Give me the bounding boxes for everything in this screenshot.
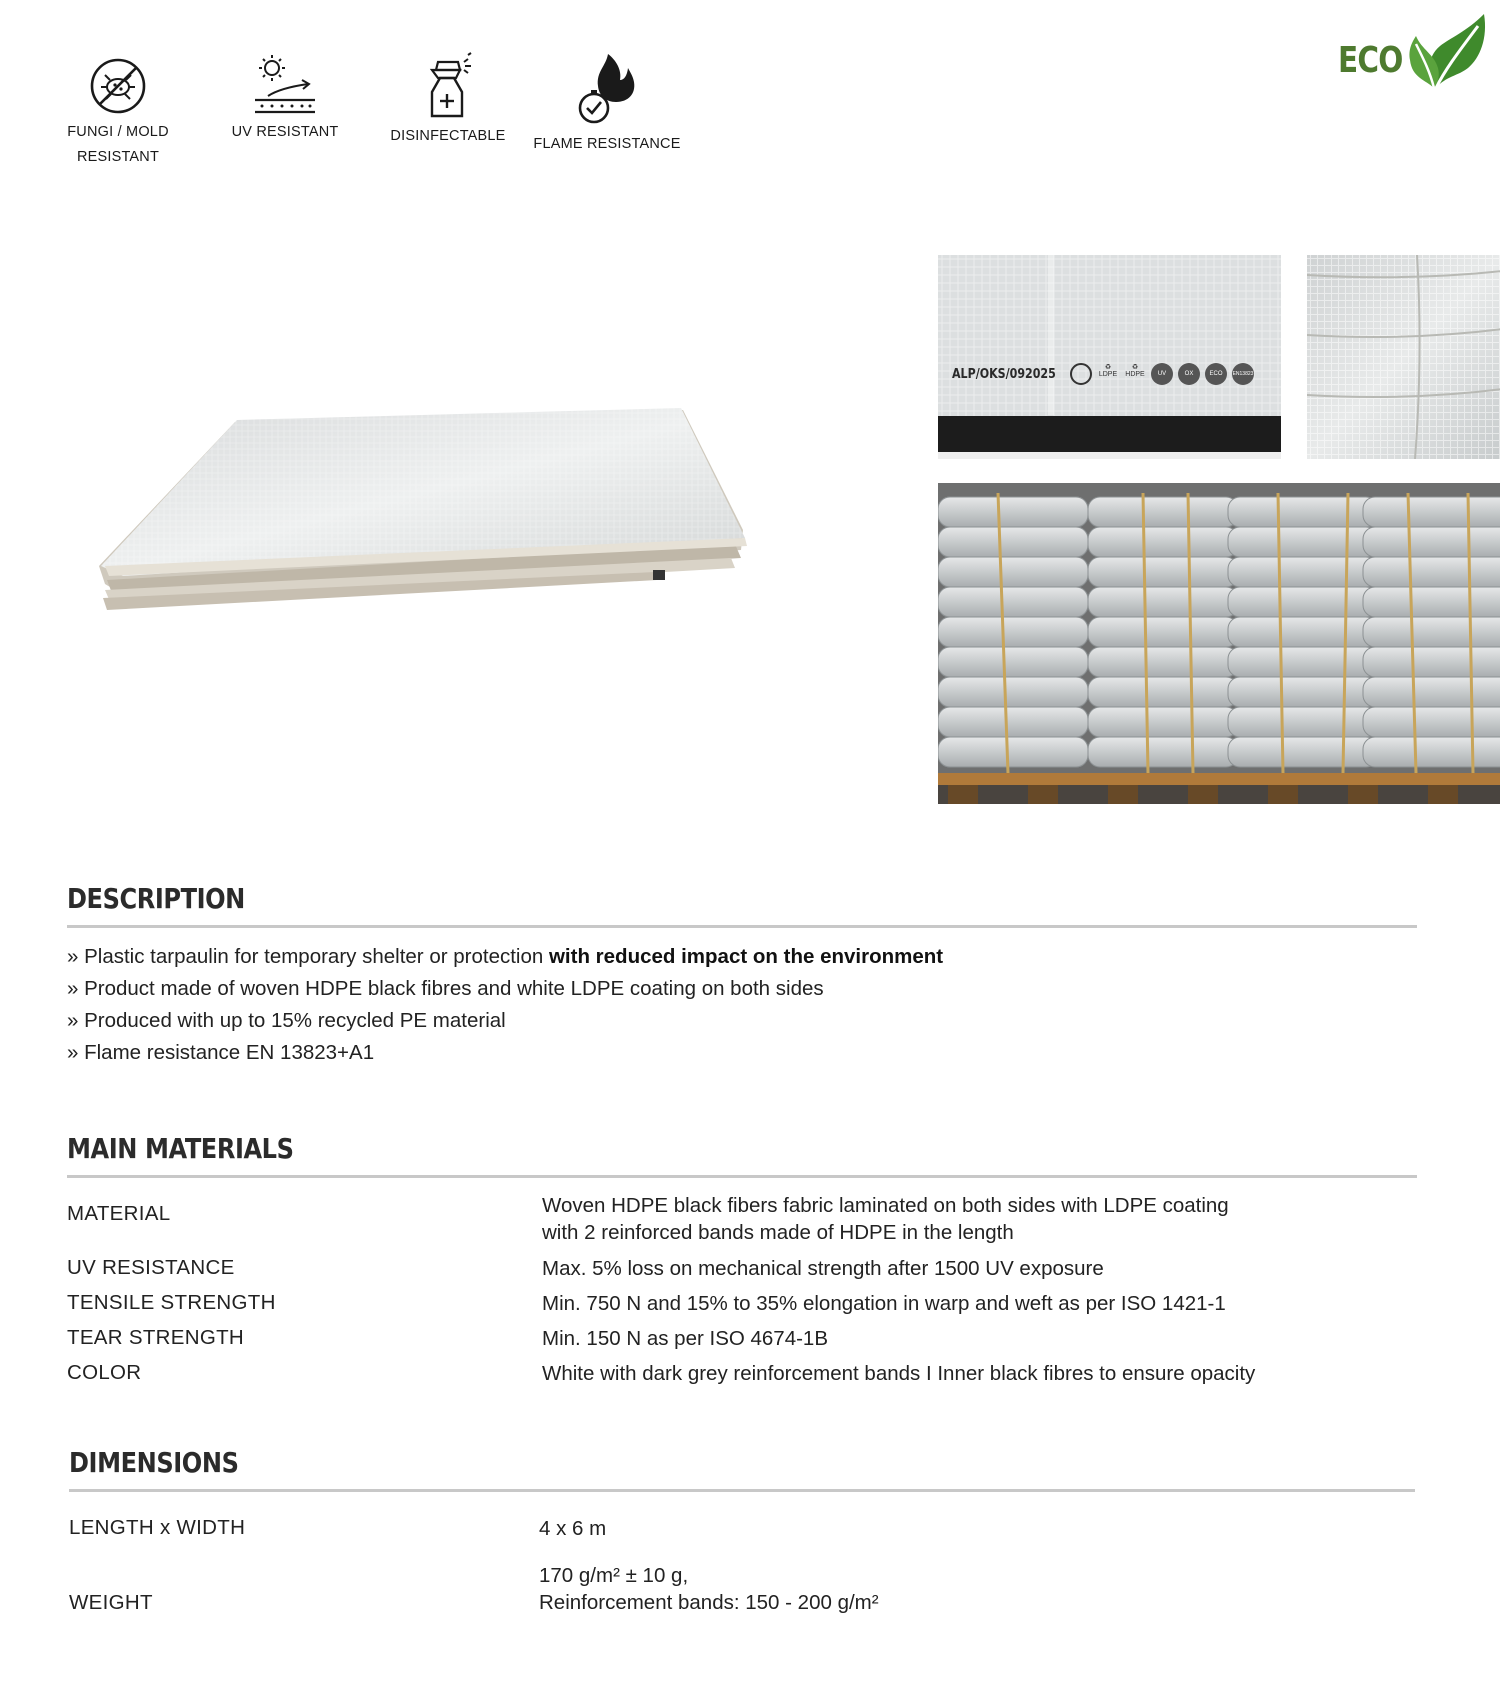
length-width-label: LENGTH x WIDTH <box>69 1516 246 1539</box>
feature-flame-resistance <box>532 52 682 157</box>
feature-label <box>373 124 523 149</box>
photo-label-closeup <box>938 255 1281 459</box>
color-value: White with dark grey reinforcement bands I Inner black fibres to ensure opacity <box>542 1362 1256 1385</box>
length-width-value: 4 x 6 m <box>539 1517 607 1540</box>
feature-fungi-mold-resistant <box>43 52 193 170</box>
description-title: DESCRIPTION <box>67 882 245 915</box>
feature-label <box>210 120 360 145</box>
description-text: » Flame resistance EN 13823+A1 <box>67 1041 375 1064</box>
product-image-folded-tarpaulin <box>95 380 825 640</box>
uv-resistant-icon <box>250 52 320 116</box>
material-label: MATERIAL <box>67 1202 171 1225</box>
label-code: ALP/OKS/092025 <box>952 367 1056 382</box>
photo-fabric-texture <box>1307 255 1500 459</box>
uv-symbol: UV <box>1151 363 1173 385</box>
feature-disinfectable <box>373 52 523 149</box>
uv-resistance-label: UV RESISTANCE <box>67 1256 235 1279</box>
weight-label: WEIGHT <box>69 1591 153 1614</box>
pallets-illustration <box>938 483 1500 804</box>
leaf-icon <box>1406 14 1488 94</box>
fungi-mold-resistant-icon <box>86 52 150 116</box>
eco-symbol: ECO <box>1205 363 1227 385</box>
label-symbols <box>1070 363 1254 385</box>
uv-resistance-value: Max. 5% loss on mechanical strength after 1500 UV exposure <box>542 1257 1104 1280</box>
feature-label-line: UV RESISTANT <box>231 124 339 140</box>
no-fire-symbol <box>1070 363 1092 385</box>
material-value <box>542 1192 1229 1246</box>
description-item <box>67 1009 506 1033</box>
tensile-strength-value: Min. 750 N and 15% to 35% elongation in warp and weft as per ISO 1421-1 <box>542 1292 1226 1315</box>
color-label: COLOR <box>67 1361 142 1384</box>
material-value-line: Woven HDPE black fibers fabric laminated on both sides with LDPE coating <box>542 1194 1229 1217</box>
hdpe-recycle-symbol: ♻ HDPE <box>1125 364 1145 378</box>
dimensions-divider <box>69 1489 1415 1492</box>
disinfectable-icon <box>418 52 478 120</box>
fabric-texture-detail <box>1307 255 1500 459</box>
flame-resistance-icon <box>572 52 642 128</box>
ldpe-recycle-symbol: ♻ LDPE <box>1098 364 1118 378</box>
feature-label <box>532 132 682 157</box>
description-item <box>67 945 943 969</box>
description-emphasis: with reduced impact on the environment <box>548 945 944 968</box>
eco-logo-text: ECO <box>1338 40 1403 81</box>
dimensions-title: DIMENSIONS <box>69 1446 239 1479</box>
weight-value-line: Reinforcement bands: 150 - 200 g/m² <box>539 1591 879 1614</box>
feature-label-line: FUNGI / MOLD <box>67 124 169 140</box>
weight-value <box>539 1562 879 1616</box>
feature-label <box>43 120 193 170</box>
description-divider <box>67 925 1417 928</box>
ox-symbol: OX <box>1178 363 1200 385</box>
materials-divider <box>67 1175 1417 1178</box>
feature-label-line: FLAME RESISTANCE <box>533 136 681 152</box>
material-value-line: with 2 reinforced bands made of HDPE in the length <box>542 1221 1014 1244</box>
description-text: » Plastic tarpaulin for temporary shelter or protection <box>67 945 549 968</box>
photo-stacked-pallets <box>938 483 1500 804</box>
materials-title: MAIN MATERIALS <box>67 1132 294 1165</box>
description-text: » Produced with up to 15% recycled PE material <box>67 1009 506 1032</box>
description-item <box>67 1041 374 1065</box>
tear-strength-label: TEAR STRENGTH <box>67 1326 245 1349</box>
weight-value-line: 170 g/m² ± 10 g, <box>539 1564 689 1587</box>
description-text: » Product made of woven HDPE black fibres and white LDPE coating on both sides <box>67 977 824 1000</box>
description-item <box>67 977 824 1001</box>
en13823-symbol: EN13823 <box>1232 363 1254 385</box>
feature-uv-resistant <box>210 52 360 145</box>
fabric-texture <box>938 255 1281 459</box>
tear-strength-value: Min. 150 N as per ISO 4674-1B <box>542 1327 829 1350</box>
feature-label-line: RESISTANT <box>76 149 160 165</box>
feature-label-line: DISINFECTABLE <box>390 128 506 144</box>
tensile-strength-label: TENSILE STRENGTH <box>67 1291 276 1314</box>
eco-logo <box>1338 14 1488 94</box>
